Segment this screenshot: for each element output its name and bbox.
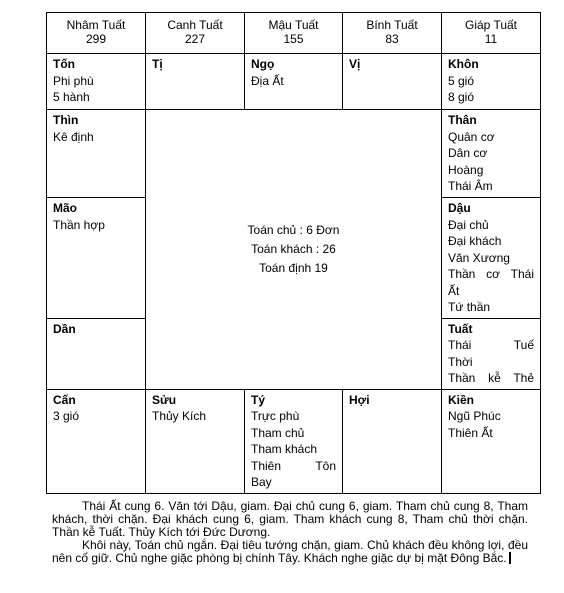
palace-title: Kiền [448, 392, 475, 407]
palace-line: Tứ thần [448, 300, 491, 314]
palace-line: 5 gió [448, 73, 475, 88]
year-name: Bính Tuất [366, 18, 418, 32]
palace-title: Tuất [448, 321, 473, 336]
palace-line: 3 gió [53, 409, 80, 423]
commentary-text[interactable] [52, 500, 528, 565]
palace-title: Tý [251, 392, 266, 407]
palace-line: Thái Âm [448, 179, 493, 193]
palace-line: Tham khách [251, 442, 318, 456]
palace-title: Dậu [448, 201, 471, 215]
year-value: 299 [85, 32, 107, 46]
center-line-toan-dinh: Toán định 19 [259, 260, 328, 275]
palace-line: Dân cơ [448, 146, 488, 160]
palace-line: Văn Xương [448, 250, 510, 265]
year-cell-mau-tuat [245, 13, 343, 54]
palace-cell-vi [343, 54, 442, 110]
year-header-row [47, 13, 541, 54]
year-name: Giáp Tuất [464, 18, 518, 32]
palace-line: Thời [448, 354, 473, 369]
center-line-toan-khach: Toán khách : 26 [251, 241, 336, 256]
year-value: 83 [385, 32, 399, 46]
year-cell-binh-tuat [343, 13, 442, 54]
year-cell-canh-tuat [146, 13, 245, 54]
palace-cell-can [47, 389, 146, 493]
palace-line: 8 gió [448, 90, 475, 104]
palace-line: Kê định [53, 129, 94, 144]
palace-title: Hợi [349, 392, 370, 407]
palace-cell-ty [245, 389, 343, 493]
year-value: 11 [484, 32, 498, 46]
palace-line: Quân cơ [448, 129, 495, 144]
year-value: 227 [184, 32, 206, 46]
year-cell-giap-tuat [442, 13, 541, 54]
palace-line: Thần cơ Thái [448, 267, 534, 281]
center-calculation-cell [146, 110, 442, 390]
palace-cell-suu [146, 389, 245, 493]
palace-title: Sửu [152, 392, 177, 407]
palace-title: Khôn [448, 57, 479, 71]
palace-line: Đại chủ [448, 217, 489, 232]
year-name: Canh Tuất [167, 18, 223, 32]
year-value: 155 [283, 32, 304, 46]
palace-line: Trực phù [251, 409, 300, 423]
thai-at-chart-table [46, 12, 541, 494]
palace-cell-ti [146, 54, 245, 110]
year-name: Mậu Tuất [268, 18, 319, 32]
palace-line: Ngũ Phúc [448, 409, 501, 423]
palace-line: Đại khách [448, 234, 502, 248]
center-line-toan-chu: Toán chủ : 6 Đơn [247, 222, 340, 237]
palace-cell-kien [442, 389, 541, 493]
palace-title: Tốn [53, 57, 75, 71]
palace-line: Tham chủ [251, 425, 305, 440]
palace-line: Thần kễ Thẻ [448, 371, 534, 385]
palace-line: Ất [448, 283, 460, 298]
palace-line: 5 hành [53, 90, 90, 104]
palace-row-top [47, 54, 541, 110]
palace-line: Phi phù [53, 73, 94, 88]
palace-line: Thần hợp [53, 217, 105, 232]
year-cell-nham-tuat [47, 13, 146, 54]
palace-title: Mão [53, 201, 77, 215]
palace-title: Vị [349, 57, 361, 71]
palace-title: Thìn [53, 113, 79, 127]
palace-cell-hoi [343, 389, 442, 493]
palace-cell-ngo [245, 54, 343, 110]
palace-line: Thủy Kích [152, 409, 207, 423]
palace-title: Tị [152, 57, 163, 71]
text-cursor [509, 552, 511, 564]
palace-line: Thái Tuế [448, 338, 534, 352]
palace-cell-than [442, 110, 541, 198]
palace-cell-ton [47, 54, 146, 110]
commentary-paragraph-1: Thái Ất cung 6. Văn tới Dậu, giam. Đại chủ cung 6, giam. Tham chủ cung 8, Tham khách, thời chặn. Đại khách cung 6, giam. Tham khách cung 8, Tham chủ thời chặn. Thần kễ Tuất. Thủy Kích tới Đức Dương. [52, 499, 528, 539]
palace-cell-dan [47, 318, 146, 389]
palace-title: Cấn [53, 392, 76, 407]
palace-line: Thiên Ất [448, 425, 493, 440]
commentary-paragraph-2-text: Khôi này, Toán chủ ngắn. Đại tiêu tướng chặn, giam. Chủ khách đều không lợi, đều nên cố giữ. Chủ nghe giặc phòng bị chính Tây. Khách nghe giặc dự bị mặt Đông Bắc. [52, 538, 528, 565]
palace-title: Dần [53, 321, 76, 336]
palace-cell-dau [442, 198, 541, 319]
palace-line: Hoàng [448, 162, 484, 177]
palace-cell-mao [47, 198, 146, 319]
palace-title: Ngọ [251, 57, 275, 71]
commentary-paragraph-2 [52, 539, 528, 565]
year-name: Nhâm Tuất [66, 18, 126, 32]
palace-line: Bay [251, 475, 272, 489]
palace-row-2 [47, 110, 541, 198]
palace-line: Thiên Tôn [251, 458, 336, 473]
palace-cell-khon [442, 54, 541, 110]
palace-title: Thân [448, 113, 477, 127]
palace-line: Địa Ất [251, 73, 284, 88]
palace-cell-tuat [442, 318, 541, 389]
palace-row-bottom [47, 389, 541, 493]
palace-cell-thin [47, 110, 146, 198]
